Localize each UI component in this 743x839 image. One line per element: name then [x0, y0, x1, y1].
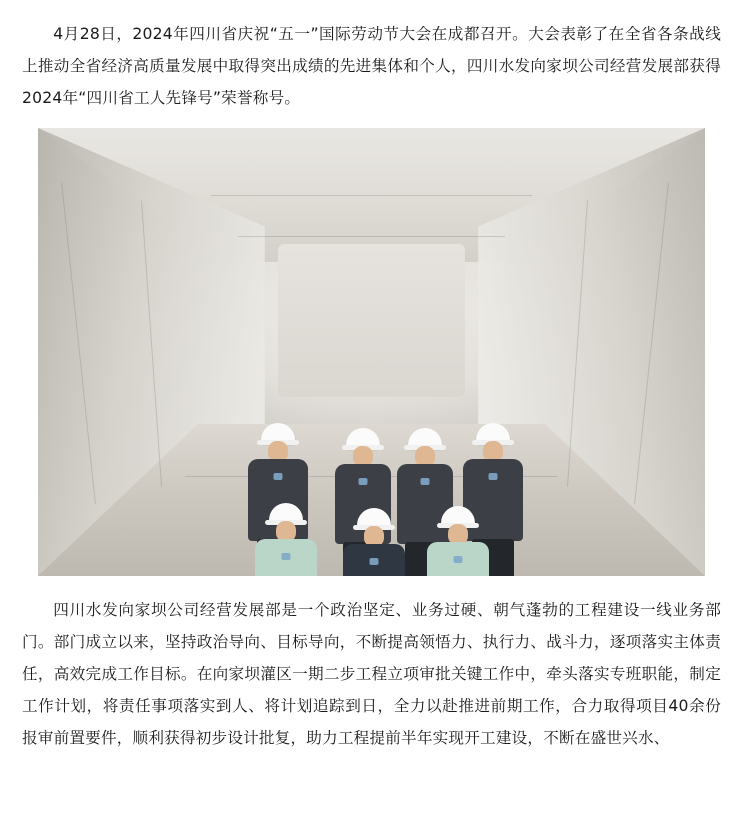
jacket-logo: [359, 478, 368, 485]
article-photo-block: [22, 128, 721, 576]
jacket-logo: [489, 473, 498, 480]
paragraph-2: 四川水发向家坝公司经营发展部是一个政治坚定、业务过硬、朝气蓬勃的工程建设一线业务部门。部门成立以来，坚持政治导向、目标导向，不断提高领悟力、执行力、战斗力，逐项落实主体责任，高效完成工作目标。在向家坝灌区一期二步工程立项审批关键工作中，牵头落实专班职能，制定工作计划，将责任事项落实到人、将计划追踪到日，全力以赴推进前期工作，合力取得项目40余份报审前置要件，顺利获得初步设计批复，助力工程提前半年实现开工建设，不断在盛世兴水、: [22, 601, 721, 747]
jacket-logo: [370, 558, 379, 565]
section-gap: [22, 576, 721, 594]
person-front-1: [248, 503, 324, 576]
article-section-top: [22, 18, 721, 114]
person-front-3: [420, 506, 496, 576]
team-group-photo-in-tunnel: [38, 128, 705, 576]
jacket-logo: [274, 473, 283, 480]
paragraph-1: 4月28日，2024年四川省庆祝“五一”国际劳动节大会在成都召开。大会表彰了在全省各条战线上推动全省经济高质量发展中取得突出成绩的先进集体和个人，四川水发向家坝公司经营发展部获得2024年“四川省工人先锋号”荣誉称号。: [22, 25, 721, 107]
jacket-logo: [421, 478, 430, 485]
person-front-2: [336, 508, 412, 576]
jacket-logo: [282, 553, 291, 560]
people-group: [38, 128, 705, 576]
jacket-logo: [454, 556, 463, 563]
article-section-bottom: [22, 594, 721, 754]
